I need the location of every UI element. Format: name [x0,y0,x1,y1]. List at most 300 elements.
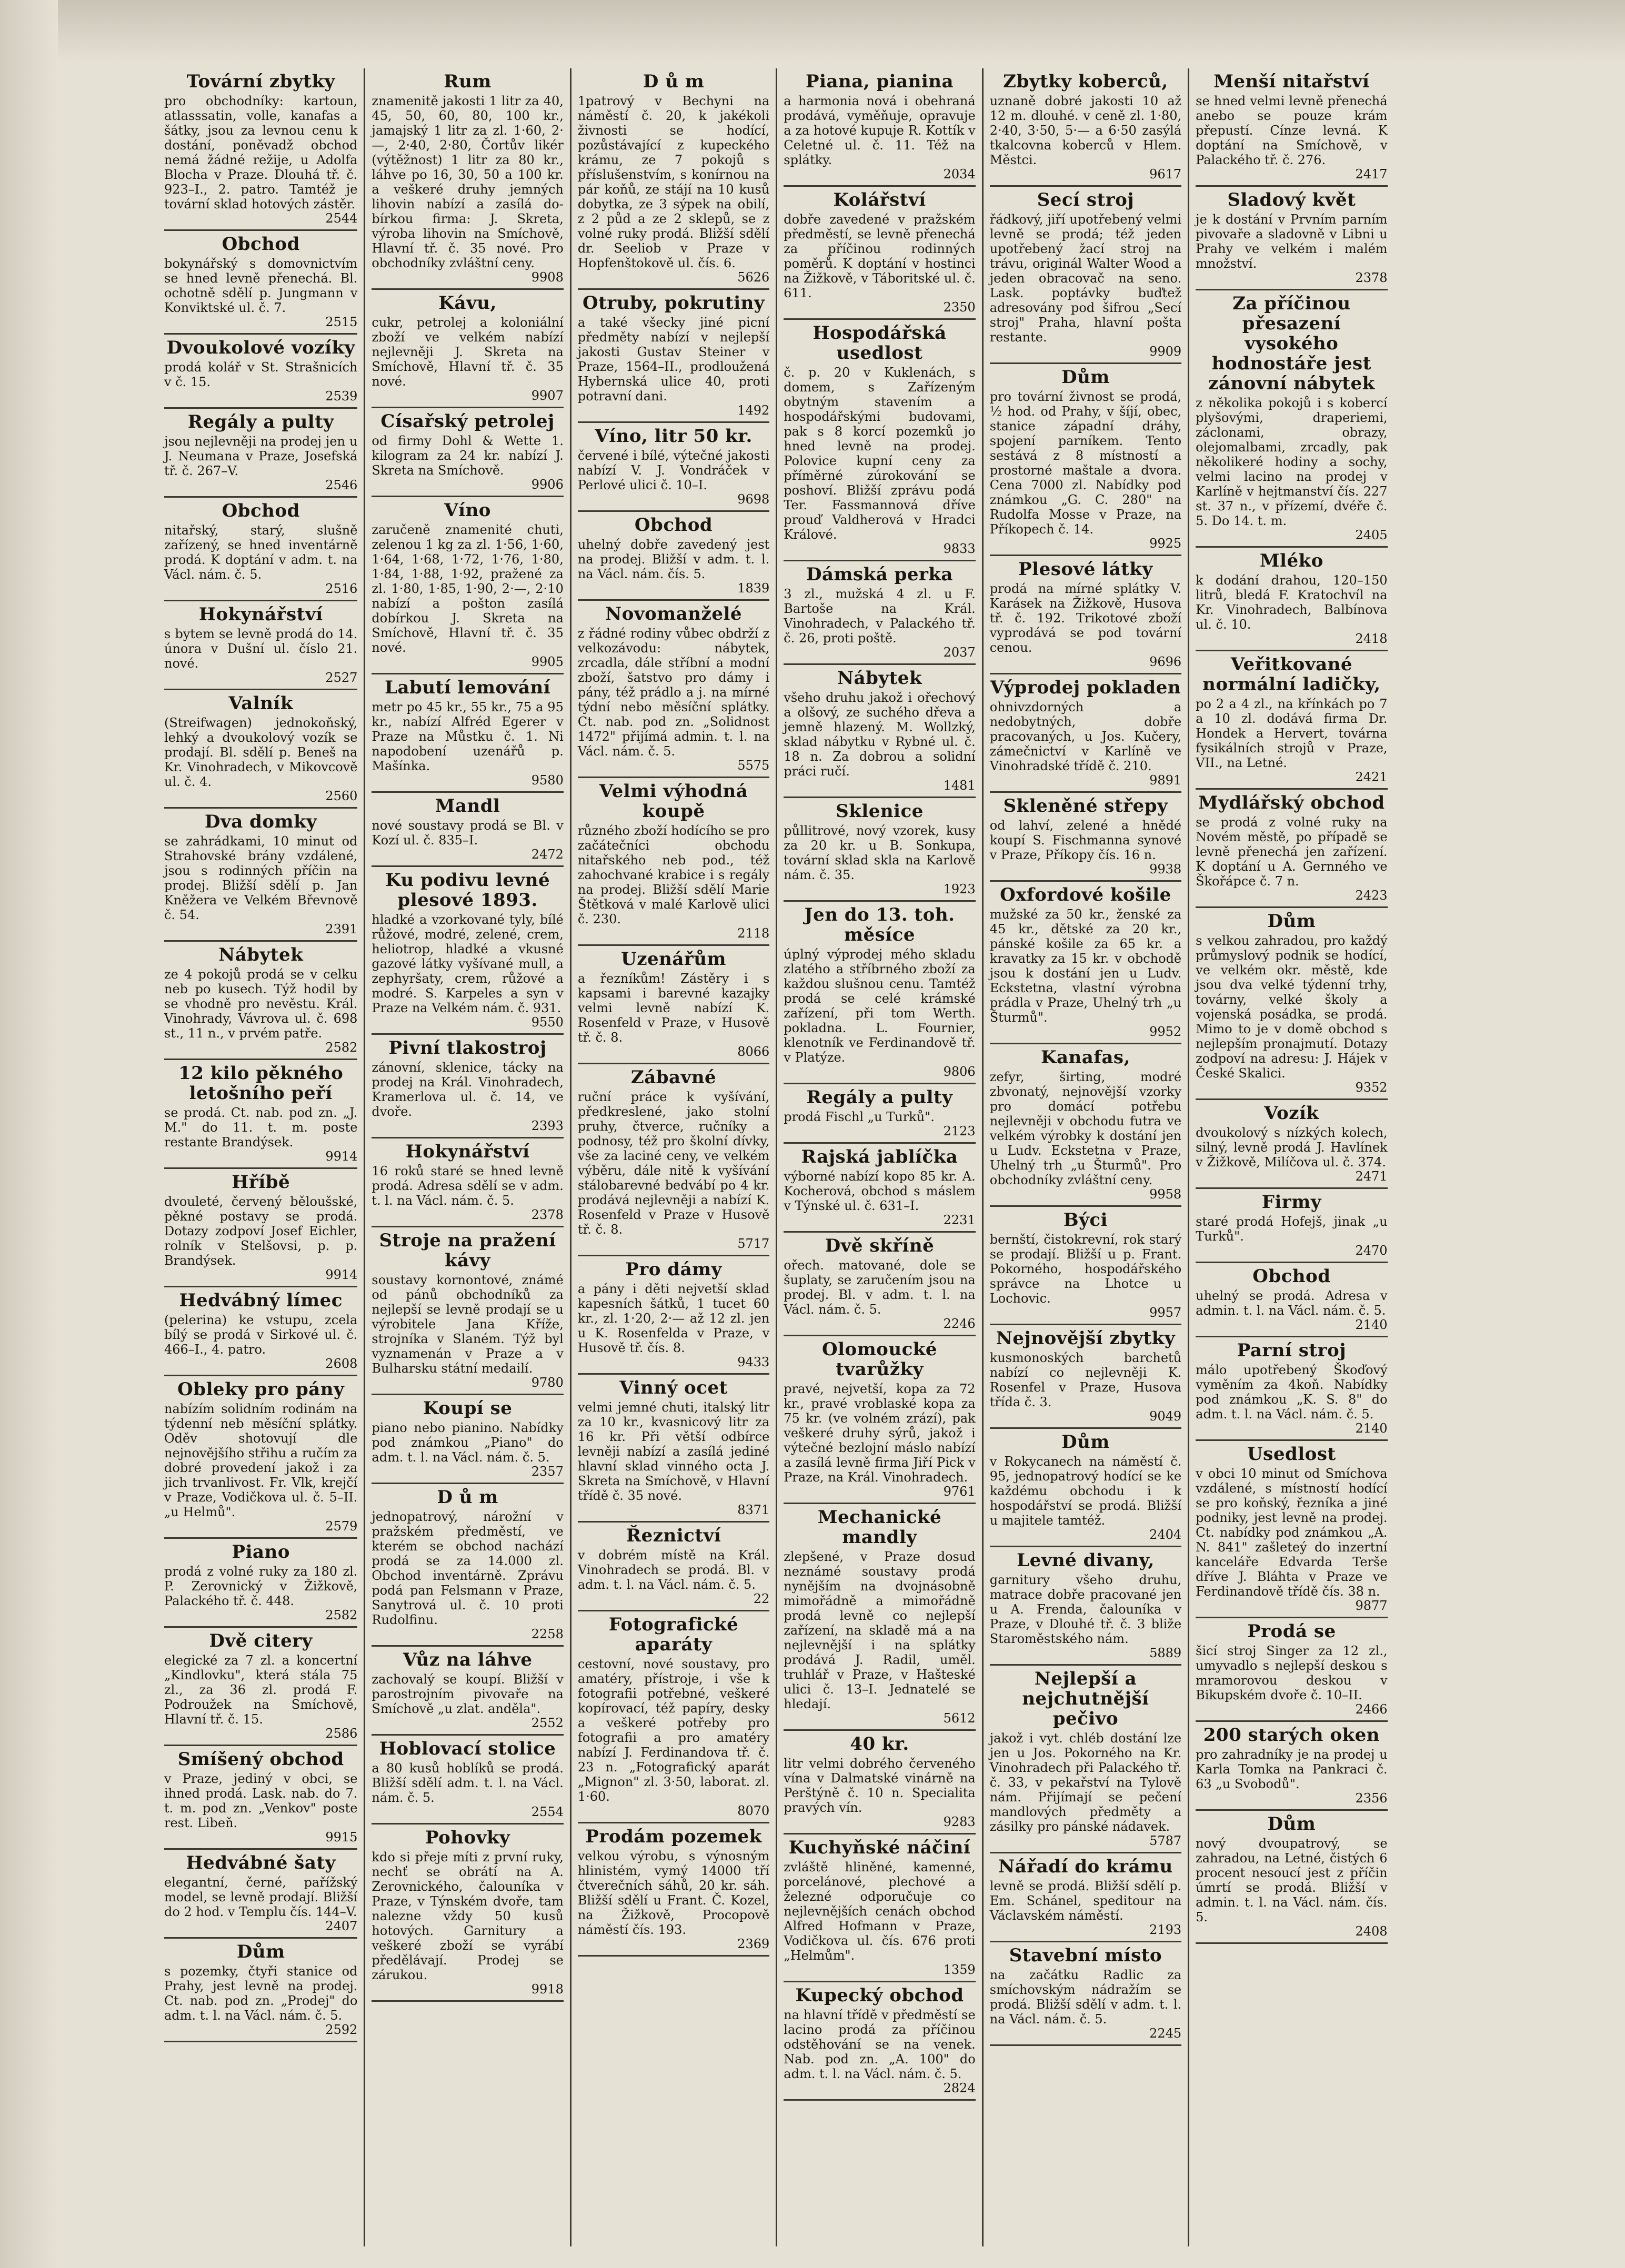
classified-ad [164,68,357,231]
ad-number: 9914 [325,1267,358,1282]
ad-text: levně se prodá. Bližší sdělí p. Em. Schánel, speditour na Václavském náměstí. [989,1879,1182,1923]
classified-ad [164,231,357,335]
ad-number: 2582 [325,1040,358,1055]
ad-title: Výprodej pokladen [990,677,1181,698]
ad-title: Mechanické mandly [817,1507,942,1548]
ad-number: 9891 [1149,773,1182,788]
ad-title: Oxfordové košile [1000,884,1171,905]
ad-number: 2421 [1355,770,1388,784]
ad-number: 2378 [531,1207,564,1222]
ad-number: 2552 [531,1716,564,1730]
ad-text: nové soustavy prodá se Bl. v Kozí ul. č. 835–I. [372,818,564,848]
classified-ad [164,409,357,498]
classified-ad [1196,908,1387,1100]
ad-text: všeho druhu jakož i ořechový a olšový, ze suchého dřeva a jemně hlazený. M. Wollzký, sklad nábytku v Rybné ul. č. 18 n. Za dobrou a solidní práci ručí. [784,690,976,779]
ad-title: Dům [1267,1813,1316,1834]
ad-text: zaručeně znamenité chuti, zelenou 1 kg za zl. 1·56, 1·60, 1·64, 1·68, 1·72, 1·76, 1·80, 1·84, 1·88, 1·92, pražené za zl. 1·80, 1·85, 1·90, 2·—, 2·10 nabízí a pošton zasílá dobírkou J. Skreta na Smíchově, Hlavní tř. č. 35 nové. [372,522,564,655]
ad-title: Prodá se [1247,1621,1336,1642]
classified-ad [1196,548,1387,651]
classified-ad [784,187,975,320]
classified-ad [372,793,563,867]
ad-text: a harmonia nová i obehraná prodává, vyměňuje, opravuje a za hotové kupuje R. Kottík v Celetné ul. č. 11. Též na splátky. [784,94,976,167]
ad-text: zánovní, sklenice, tácky na prodej na Král. Vinohradech, Kramerlova ul. č. 14, ve dvoře. [372,1060,564,1119]
classified-ad [784,561,975,665]
ad-text: málo upotřebený Škoďový vyměním za 4koň. Nabídky pod známkou „K. S. 8" do adm. t. l. na Václ. nám. č. 5. [1196,1363,1388,1422]
ad-text: ohnivzdorných a nedobytných, dobře pracovaných, u Jos. Kučery, zámečnictví v Karlíně ve Vinohradské třídě č. 210. [989,700,1182,773]
ad-text: se hned velmi levně přenechá anebo se pouze krám přepustí. Cínze levná. K doptání na Smíchově, v Palackého tř. č. 276. [1196,94,1388,167]
ad-text: (pelerina) ke vstupu, zcela bílý se prodá v Sirkové ul. č. 466–I., 4. patro. [164,1313,358,1357]
ad-title: D ů m [643,71,705,92]
ad-text: šicí stroj Singer za 12 zl., umyvadlo s nejlepší deskou s mramorovou deskou v Bikupském dvoře č. 10–II. [1196,1644,1388,1702]
classified-ad [990,68,1181,187]
classified-ad [1196,1100,1387,1189]
ad-number: 2470 [1355,1243,1388,1258]
ad-number: 2356 [1355,1791,1388,1806]
ad-number: 9952 [1149,1024,1182,1039]
ad-number: 2824 [943,2081,976,2095]
ad-text: dvoukolový s nízkých kolech, silný, levně prodá J. Havlínek v Žižkově, Milíčova ul. č. 374. [1196,1125,1388,1170]
ad-title: Koupí se [423,1398,513,1419]
ad-title: Hedvábné šaty [186,1852,336,1873]
classified-ad [784,1336,975,1504]
ad-title: Býci [1063,1209,1108,1231]
ad-number: 2582 [325,1608,358,1622]
ad-number: 8371 [737,1503,770,1517]
ad-title: Parní stroj [1237,1340,1346,1361]
ad-number: 2586 [325,1726,358,1741]
classified-ad [164,1169,357,1287]
ad-text: litr velmi dobrého červeného vína v Dalmatské vinárně na Perštýně č. 10 n. Specialita pravých vín. [784,1756,976,1815]
ad-text: garnitury všeho druhu, matrace dobře pracované jen u A. Frenda, čalouníka v Praze, v Dlouhé tř. č. 3 bliže Staroměstského nám. [989,1573,1182,1646]
classified-ad [164,942,357,1060]
ad-title: Řeznictví [626,1525,721,1546]
ad-title: Za příčinou přesazení vysokého hodnostáře jest zánovní nábytek [1208,293,1375,394]
classified-ad [164,1060,357,1169]
ad-text: cukr, petrolej a koloniální zboží ve velkém nabízí nejlevněji J. Skreta na Smíchově, Hlavní tř. č. 35 nové. [372,315,564,389]
classified-ad [1196,1337,1387,1441]
ad-text: na hlavní třídě v předměstí se lacino prodá za příčinou odstěhování se na venek. Nab. pod zn. „A. 100" do adm. t. l. na Václ. nám. č. 5. [784,2008,976,2081]
ad-text: a pány i děti nejvetší sklad kapesních šátků, 1 tucet 60 kr., zl. 1·20, 2·— až 12 zl. jen u K. Rosenfelda v Praze, v Husově tř. čís. 8. [577,1282,770,1355]
ad-number: 2037 [943,645,976,660]
ad-title: Dámská perka [806,564,953,585]
ad-text: ze 4 pokojů prodá se v celku neb po kusech. Týž hodil by se vhodně pro nevěstu. Král. Vinohrady, Vávrova ul. č. 698 st., 11 n., v prvém patře. [164,967,358,1041]
classified-ad [1196,1189,1387,1263]
column-5 [982,68,1188,2246]
ad-title: Regály a pulty [806,1087,953,1108]
ad-text: pravé, nejvetší, kopa za 72 kr., pravé vroblaské kopa za 75 kr. (ve volném zrází), pak veškeré druhy sýrů, jakož i výtečné bezlojní máslo nabízí a zasílá levně firma Jiří Pick v Praze, na Král. Vinohradech. [784,1382,976,1485]
ad-title: Regály a pulty [187,411,334,432]
ad-title: Skleněné střepy [1003,795,1168,817]
ad-text: dobře zavedené v pražském předměstí, se levně přenechá za příčinou rodinných poměrů. K doptání v hostinci na Žižkově, v Táboritské ul. č. 611. [784,212,976,300]
classified-ad [372,867,563,1035]
ad-number: 2546 [325,478,358,492]
ad-number: 2592 [325,2022,358,2037]
ad-number: 9907 [531,388,564,403]
ad-title: Císařský petrolej [380,411,555,432]
classified-ad [990,1666,1181,1853]
classified-ad [372,1736,563,1825]
classified-ad [1196,651,1387,790]
ad-title: Kupecký obchod [795,1985,964,2006]
ad-text: elegantní, černé, pařížský model, se levně prodají. Bližší do 2 hod. v Templu čís. 144–V. [164,1875,358,1919]
ad-text: cestovní, nové soustavy, pro amatéry, přístroje, i vše k fotografii potřebné, veškeré kopírovací, též papíry, desky a veškeré potřeby pro fotografii a pro amatéry nabízí J. Ferdinandova tř. č. 23 n. „Fotografický aparát „Mignon" zl. 3·50, laborat. zl. 1·60. [577,1657,770,1804]
ad-text: hladké a vzorkované tyly, bílé růžové, modré, zelené, crem, heliotrop, hladké a vkusné gazové látky vyšívané mull, a zephyršaty, crem, růžové a modré. S. Karpeles a syn v Praze na Velkém nám. č. 931. [372,912,564,1015]
ad-number: 2417 [1355,167,1388,182]
ad-number: 2608 [325,1356,358,1371]
ad-text: s velkou zahradou, pro každý průmyslový podnik se hodící, ve velkém okr. městě, kde jsou dva velké týdenní trhy, továrny, velké školy a vojenská posádka, se prodá. Mimo to je v domě obchod s nejlepším pronajmutí. Dotazy zodpoví na adresu: J. Hájek v České Skalici. [1196,933,1388,1081]
ad-text: soustavy kornontové, známé od pánů obchodníků za nejlepší se levně prodají se u výrobitele Jana Kříže, strojníka v Slaném. Týž byl vyznamenán v Praze a v Bulharsku státní medailí. [372,1273,564,1376]
page-top-shadow [0,0,1625,63]
ad-title: Secí stroj [1037,189,1135,210]
classified-ad [164,1939,357,2042]
ad-number: 2140 [1355,1317,1388,1332]
ad-text: č. p. 20 v Kuklenách, s domem, s Zařízeným obytným stavením a hospodářskými budovami, pak s 8 korcí pozemků jo hned levně na prodej. Polovice kupní ceny za příměrné zúrokování se poshoví. Bližší zprávu podá Ter. Fassmannová dříve prouď Valdherová v Hradci Králové. [784,365,976,542]
ad-title: Ku podivu levné plesové 1893. [385,870,550,911]
ad-number: 9958 [1149,1187,1182,1202]
classified-ad [784,1084,975,1144]
ad-number: 2516 [325,581,358,596]
classified-ad [164,601,357,690]
classified-ad [990,1429,1181,1547]
classified-ad [1196,1722,1387,1811]
ad-title: Labutí lemování [385,677,551,698]
classified-ad [578,1823,769,1957]
ad-number: 9580 [531,773,564,788]
ad-number: 9833 [943,541,976,556]
ad-text: bernští, čistokrevní, rok starý se prodají. Bližší u p. Frant. Pokorného, hospodářského správce na Lhotce u Lochovic. [989,1232,1182,1306]
ad-number: 5626 [737,270,770,285]
column-6 [1188,68,1393,2246]
ad-text: k dodání drahou, 120–150 litrů, bledá F. Kratochvíl na Kr. Vinohradech, Balbínova ul. č. 10. [1196,573,1388,632]
ad-text: úplný výprodej mého skladu zlatého a stříbrného zboží za každou slušnou cenu. Tamtéž prodá se celé krámské zařízení, při tom Werth. pokladna. L. Fournier, klenotník ve Ferdinandově tř. v Platýze. [784,947,976,1065]
classified-ad [372,408,563,497]
classified-ad [1196,790,1387,908]
column-1 [158,68,364,2246]
ad-title: Tovární zbytky [186,71,335,92]
classified-ad [578,1256,769,1375]
ad-text: výborné nabízí kopo 85 kr. A. Kocherová, obchod s máslem v Týnské ul. č. 631–I. [784,1169,976,1213]
ad-number: 5612 [943,1711,976,1726]
ad-text: dvouleté, červený běloušské, pěkné postavy se prodá. Dotazy zodpoví Josef Eichler, rolník v Stelšovsi, p. p. Brandýsek. [164,1194,358,1268]
ad-text: kdo si přeje míti z první ruky, nechť se obrátí na A. Zerovnického, čalouníka v Praze, v Týnském dvoře, tam nalezne vždy 50 kusů hotových. Garnitury a veškeré zboží se vyrábí předělávají. Prodej se zárukou. [372,1850,564,1982]
ad-text: pro tovární živnost se prodá, ½ hod. od Prahy, v šíjí, obec, stanice západní dráhy, spojení parníkem. Tento sestává z 8 místností a prostorné maštale a dvora. Cena 7000 zl. Nabídky pod známkou „G. C. 280" na Rudolfa Mosse v Praze, na Příkopech č. 14. [989,389,1182,537]
classified-ad [990,1547,1181,1666]
ad-number: 2471 [1355,1169,1388,1184]
ad-title: Novomanželé [605,603,743,624]
ad-title: Obchod [1252,1266,1331,1287]
classified-ad [990,1044,1181,1207]
ad-title: Pivní tlakostroj [388,1037,547,1059]
ad-number: 2378 [1355,270,1388,285]
ad-title: Obchod [634,515,713,536]
ad-number: 1481 [943,778,976,793]
classified-ad [784,1144,975,1233]
ad-number: 9550 [531,1015,564,1030]
ad-number: 5575 [737,758,770,773]
classified-ad [164,809,357,942]
classified-ad [164,1539,357,1628]
classified-ad [990,882,1181,1044]
ad-number: 9906 [531,477,564,492]
classified-ad [372,1227,563,1395]
classified-ad [372,1825,563,2002]
ad-text: piano nebo pianino. Nabídky pod známkou „Piano" do adm. t. l. na Václ. nám. č. 5. [372,1420,564,1465]
ad-text: a 80 kusů hoblíků se prodá. Bližší sdělí adm. t. l. na Václ. nám. č. 5. [372,1761,564,1805]
classified-ad [164,498,357,601]
ad-number: 1839 [737,581,770,596]
ad-title: Obleky pro pány [177,1379,345,1400]
ad-title: Smíšený obchod [177,1749,344,1770]
classified-ad [164,690,357,809]
ad-title: Levné divany, [1017,1550,1155,1571]
ad-text: uhelný dobře zavedený jest na prodej. Bližší v adm. t. l. na Václ. nám. čís. 5. [577,537,770,581]
ad-text: 3 zl., mužská 4 zl. u F. Bartoše na Král. Vinohradech, v Palackého tř. č. 26, proti poště. [784,587,976,646]
ad-number: 2539 [325,389,358,404]
ad-title: Plesové látky [1018,559,1153,580]
ad-number: 2140 [1355,1421,1388,1436]
classified-ad [990,1207,1181,1325]
ad-title: Piana, pianina [805,71,954,92]
classified-ad [1196,187,1387,290]
ad-number: 9696 [1149,654,1182,669]
ad-text: staré prodá Hofejš, jinak „u Turků". [1196,1214,1388,1244]
classified-ad [578,1375,769,1523]
classified-ad [784,1504,975,1731]
ad-text: se prodá z volné ruky na Novém městě, po případě se levně přenechá jen zařízení. K doptání u A. Gernného ve Škořápce č. 7 n. [1196,815,1388,889]
ad-title: Dům [1267,911,1316,932]
classified-ad [990,187,1181,364]
ad-number: 2544 [325,211,358,226]
classified-ad [578,1064,769,1256]
ad-title: Uzenářům [621,949,727,970]
ad-text: jsou nejlevněji na prodej jen u J. Neumana v Praze, Josefská tř. č. 267–V. [164,434,358,478]
classified-ad [1196,1441,1387,1618]
ad-title: Víno, litr 50 kr. [595,426,753,447]
ad-title: Dvoukolové vozíky [166,337,355,358]
ad-text: bokynářský s domovnictvím se hned levně přenechá. Bl. ochotně sdělí p. Jungmann v Konviktské ul. č. 7. [164,256,358,315]
ad-title: Stroje na pražení kávy [379,1230,556,1271]
column-4 [776,68,981,2246]
ad-title: Valník [228,693,293,714]
classified-ad [164,1287,357,1376]
ad-text: prodá Fischl „u Turků". [784,1110,935,1124]
classified-ad [578,601,769,778]
ad-text: půllitrové, nový vzorek, kusy za 20 kr. u B. Sonkupa, tovární sklad skla na Karlově nám. č. 35. [784,823,976,882]
classified-ad [990,793,1181,882]
ad-number: 8066 [737,1044,770,1059]
ad-number: 2258 [531,1627,564,1641]
classified-ad [372,674,563,793]
ad-number: 2515 [325,315,358,329]
ad-title: Dvě citery [209,1630,313,1651]
ad-title: Hokynářství [198,604,323,625]
ad-title: Zábavné [630,1067,717,1088]
ad-title: Mandl [435,795,500,817]
ad-number: 9806 [943,1064,976,1079]
ad-text: v obci 10 minut od Smíchova vzdálené, s místností hodící se pro koňský, řezníka a jiné podniky, jest levně na prodej. Ct. nabídky pod známkou „A. N. 841" zašleteý do inzertní kanceláře Edvarda Terše dříve J. Bláhta v Praze ve Ferdinandově třídě čís. 38 n. [1196,1466,1388,1599]
classified-ad [164,335,357,409]
ad-text: na začátku Radlic za smíchovským nádražím se prodá. Bližší sdělí v adm. t. l. na Václ. nám. č. 5. [989,1968,1182,2027]
classified-ad [372,68,563,290]
ad-number: 5787 [1149,1833,1182,1848]
ad-number: 1492 [737,403,770,418]
ad-text: prodá z volné ruky za 180 zl. P. Zerovnický v Žižkově, Palackého tř. č. 448. [164,1564,358,1608]
ad-number: 2369 [737,1937,770,1951]
ad-title: Velmi výhodná koupě [599,781,748,822]
ad-number: 9938 [1149,862,1182,876]
ad-title: Pohovky [425,1827,510,1848]
classified-ad [784,68,975,187]
column-3 [570,68,776,2246]
classified-ad [1196,1811,1387,1944]
classified-ad [990,674,1181,793]
ad-number: 2405 [1355,528,1388,542]
classified-ad [990,1853,1181,1942]
ad-title: Sladový květ [1227,189,1356,210]
ad-text: z několika pokojů i s kobercí plyšovými, draperiemi, záclonami, obrazy, olejomalbami, zrcadly, pak několikeré hodiny a sochy, velmi lacino na prodej v Karlíně v hejtmanství čís. 227 st. 37 n., v přízemí, dvéře č. 5. Do 14. t. m. [1196,396,1388,528]
ad-number: 9908 [531,270,564,285]
classified-ad [164,1746,357,1850]
ad-number: 2123 [943,1124,976,1138]
ad-text: nitařský, starý, slušně zařízený, se hned inventárně prodá. K doptání v adm. t. na Václ. nám. č. 5. [164,523,358,582]
classified-ad [372,1035,563,1138]
ad-title: Obchod [222,234,300,255]
classified-ad [1196,290,1387,548]
ad-text: zefyr, širting, modré zbvonatý, nejnovější vzorky pro domácí potřebu nejlevněji v obchodu futra ve velkém výrobky k dostání jen u Ludv. Eckstetna v Praze, Uhelný trh „u Šturmů". Pro obchodníky zvláštní ceny. [989,1070,1182,1187]
ad-text: prodá na mírné splátky V. Karásek na Žižkově, Husova tř. č. 192. Trikotové zboží vyprodává se pod tovární cenou. [989,581,1182,655]
ad-number: 9915 [325,1830,358,1844]
ad-title: Stavební místo [1009,1945,1162,1966]
ad-title: Nábytek [837,668,922,689]
ad-title: Piano [232,1541,290,1563]
ad-number: 9909 [1149,344,1182,359]
ad-number: 9283 [943,1815,976,1829]
ad-text: uhelný se prodá. Adresa v admin. t. l. na Václ. nám. č. 5. [1196,1288,1388,1318]
ad-title: Nejlepší a nejchutnější pečivo [1022,1668,1149,1729]
ad-text: a řezníkům! Zástěry i s kapsami i barevné kazajky velmi levně nabízí K. Rosenfeld v Praze, v Husově tř. č. 8. [577,971,770,1045]
ad-number: 9761 [943,1484,976,1499]
classified-ad [1196,68,1387,187]
ad-number: 9914 [325,1149,358,1164]
classified-ad [784,902,975,1084]
classified-ad [578,946,769,1064]
classified-ad [164,1628,357,1746]
classified-ad [784,1731,975,1834]
ad-title: Usedlost [1247,1444,1336,1465]
ad-title: Fotografické aparáty [608,1614,739,1655]
ad-text: po 2 a 4 zl., na křínkách po 7 a 10 zl. dodává firma Dr. Hondek a Hervert, továrna fysikálních strojů v Praze, VII., na Letné. [1196,697,1388,770]
ad-title: Obchod [222,500,300,521]
ad-text: prodá kolář v St. Strašnicích v č. 15. [164,360,358,389]
ad-text: červené i bílé, výtečné jakosti nabízí V. J. Vondráček v Perlové ulici č. 10–I. [577,448,770,492]
classified-ad [372,1138,563,1227]
classified-ad [578,1523,769,1611]
ad-text: jakož i vyt. chléb dostání lze jen u Jos. Pokorného na Kr. Vinohradech při Palackého tř. č. 33, v pekařství na Tylově nám. Přijímají se pečení mandlových předměty a zásilky pro pánské nádavek. [989,1731,1182,1834]
ad-number: 2231 [943,1213,976,1227]
ad-title: Jen do 13. toh. měsíce [804,904,955,945]
classified-ad [578,1611,769,1823]
ad-text: řádkový, jiří upotřebený velmi levně se prodá; též jeden upotřebený žací stroj na trávu, originál Walter Wood a jeden obracovač na seno. Lask. poptávky buďtež adresovány pod šifrou „Secí stroj" Praha, hlavní pošta restante. [989,212,1182,345]
classified-ad [1196,1263,1387,1337]
ad-text: velmi jemné chuti, italský litr za 10 kr., kvasnicový litr za 16 kr. Při větší odbírce levněji nabízí a zasílá jediné hlavní sklad vinného octa J. Skreta na Smíchově, v Hlavní třídě č. 35 nové. [577,1400,770,1503]
ad-number: 9877 [1355,1598,1388,1613]
ad-text: znamenitě jakosti 1 litr za 40, 45, 50, 60, 80, 100 kr., jamajský 1 litr za zl. 1·60, 2·—, 2·40, 2·80, Čortův likér (výtěžnost) 1 litr za 80 kr., láhve po 16, 30, 50 a 100 kr. a veškeré druhy jemných lihovin nabízí a zasílá do-bírkou firma: J. Skreta, výroba lihovin na Smíchově, Hlavní tř. č. 35 nové. Pro obchodníky zvláštní ceny. [372,94,564,270]
ad-text: nový dvoupatrový, se zahradou, na Letné, čistých 6 procent nesoucí jest z příčin úmrtí se prodá. Bližší v admin. t. l. na Václ. nám. čís. 5. [1196,1836,1388,1924]
ad-number: 9617 [1149,167,1182,182]
ad-number: 2357 [531,1464,564,1479]
classified-ad [578,512,769,601]
ad-title: Dvě skříně [825,1235,935,1256]
ad-title: Kolářství [833,189,926,210]
ad-title: Hoblovací stolice [379,1738,556,1759]
ad-number: 2034 [943,167,976,182]
ad-number: 1923 [943,882,976,896]
ad-text: mužské za 50 kr., ženské za 45 kr., dětské za 20 kr., pánské košile za 65 kr. a kravatky za 15 kr. v obchodě jsou k dostání jen u Ludv. Eckstetna, vlastní výrobna prádla v Praze, Uhelný trh „u Šturmů". [989,907,1182,1025]
classified-ad [784,1233,975,1336]
ad-text: v Rokycanech na náměstí č. 95, jednopatrový hodící se ke každému obchodu i k hospodářství se prodá. Bližší u majitele tamtéž. [989,1454,1182,1528]
ad-number: 2407 [325,1919,358,1933]
ad-number: 9780 [531,1375,564,1390]
ad-text: zlepšené, v Praze dosud neznámé soustavy prodá nynějším na dvojnásobně mimořádně a mimořádně prodá levně co nejlepší zařízení, na skladě má a na nejlevnější i na splátky prodává J. Radil, uměl. truhlář v Praze, v Hašteské ulici č. 13–I. Jednatelé se hledají. [784,1549,976,1711]
ad-text: v Praze, jediný v obci, se ihned prodá. Lask. nab. do 7. t. m. pod zn. „Venkov" poste rest. Libeň. [164,1771,358,1830]
ad-text: pro zahradníky je na prodej u Karla Tomka na Pankraci č. 63 „u Svobodů". [1196,1747,1388,1791]
classified-ad [784,1982,975,2101]
ad-title: Rajská jablíčka [801,1146,958,1167]
ad-number: 9352 [1355,1080,1388,1095]
ad-text: jednopatrový, nárožní v pražském předměstí, ve kterém se obchod nachází prodá se za 14.000 zl. Obchod inventárně. Zprávu podá pan Felsmann v Praze, Sanytrová ul. č. 10 proti Rudolfinu. [372,1509,564,1627]
ad-title: Firmy [1261,1192,1321,1213]
ad-text: uznaně dobré jakosti 10 až 12 m. dlouhé. v ceně zl. 1·80, 2·40, 3·50, 5·— a 6·50 zasýlá tkalcovna koberců v Hlem. Městci. [989,94,1182,167]
classified-ad [990,1942,1181,2046]
ad-text: s bytem se levně prodá do 14. února v Dušní ul. číslo 21. nové. [164,627,358,671]
ad-title: Hokynářství [405,1141,530,1162]
ad-text: zachovalý se koupí. Bližší v parostrojním pivovaře na Smíchově „u zlat. anděla". [372,1672,564,1716]
ad-number: 9698 [737,492,770,507]
ad-number: 2118 [737,926,770,941]
ad-text: od lahví, zelené a hnědé koupí S. Fischmanna synové v Praze, Příkopy čís. 16 n. [989,818,1182,862]
ad-number: 2423 [1355,888,1388,903]
classified-columns [158,68,1600,2246]
ad-text: se prodá. Ct. nab. pod zn. „J. M." do 11. t. m. poste restante Brandýsek. [164,1105,358,1150]
ad-number: 2579 [325,1519,358,1534]
ad-text: ořech. matované, dole se šuplaty, se zaručením jsou na prodej. Bl. v adm. t. l. na Václ. nám. č. 5. [784,1258,976,1317]
ad-title: Sklenice [836,801,924,822]
ad-title: 200 starých oken [1203,1725,1380,1746]
ad-title: Dům [1061,1432,1110,1453]
ad-text: 16 roků staré se hned levně prodá. Adresa sdělí se v adm. t. l. na Václ. nám. č. 5. [372,1164,564,1208]
ad-number: 22 [753,1591,770,1606]
classified-ad [784,1834,975,1982]
ad-title: Dům [1061,367,1110,388]
ad-text: je k dostání v Prvním parním pivovaře a sladovně v Libni u Prahy ve velkém i malém množství. [1196,212,1388,271]
ad-title: Mléko [1259,550,1323,571]
ad-number: 9049 [1149,1409,1182,1424]
ad-number: 2193 [1149,1922,1182,1937]
ad-text: zvláště hliněné, kamenné, porcelánové, plechové a železné odporučuje co nejlevnějších cenách obchod Alfred Hofmann v Praze, Vodičkova ul. čís. 676 proti „Helmům". [784,1860,976,1963]
ad-number: 2527 [325,670,358,685]
ad-title: Vinný ocet [619,1377,728,1398]
classified-ad [578,423,769,512]
classified-ad [578,778,769,946]
ad-number: 5717 [737,1236,770,1251]
ad-number: 9957 [1149,1305,1182,1320]
ad-number: 9433 [737,1355,770,1369]
ad-title: Kanafas, [1040,1047,1130,1068]
ad-text: pro obchodníky: kartoun, atlasssatin, volle, kanafas a šátky, jsou za levnou cenu k dostání, poněvadž obchod nemá žádné režije, u Adolfa Blocha v Praze. Dlouhá tř. č. 923–I., 2. patro. Tamtéž je tovární sklad hotových zástěr. [164,94,358,211]
ad-number: 9925 [1149,536,1182,551]
classified-ad [372,290,563,408]
page-left-shadow [0,0,58,2268]
